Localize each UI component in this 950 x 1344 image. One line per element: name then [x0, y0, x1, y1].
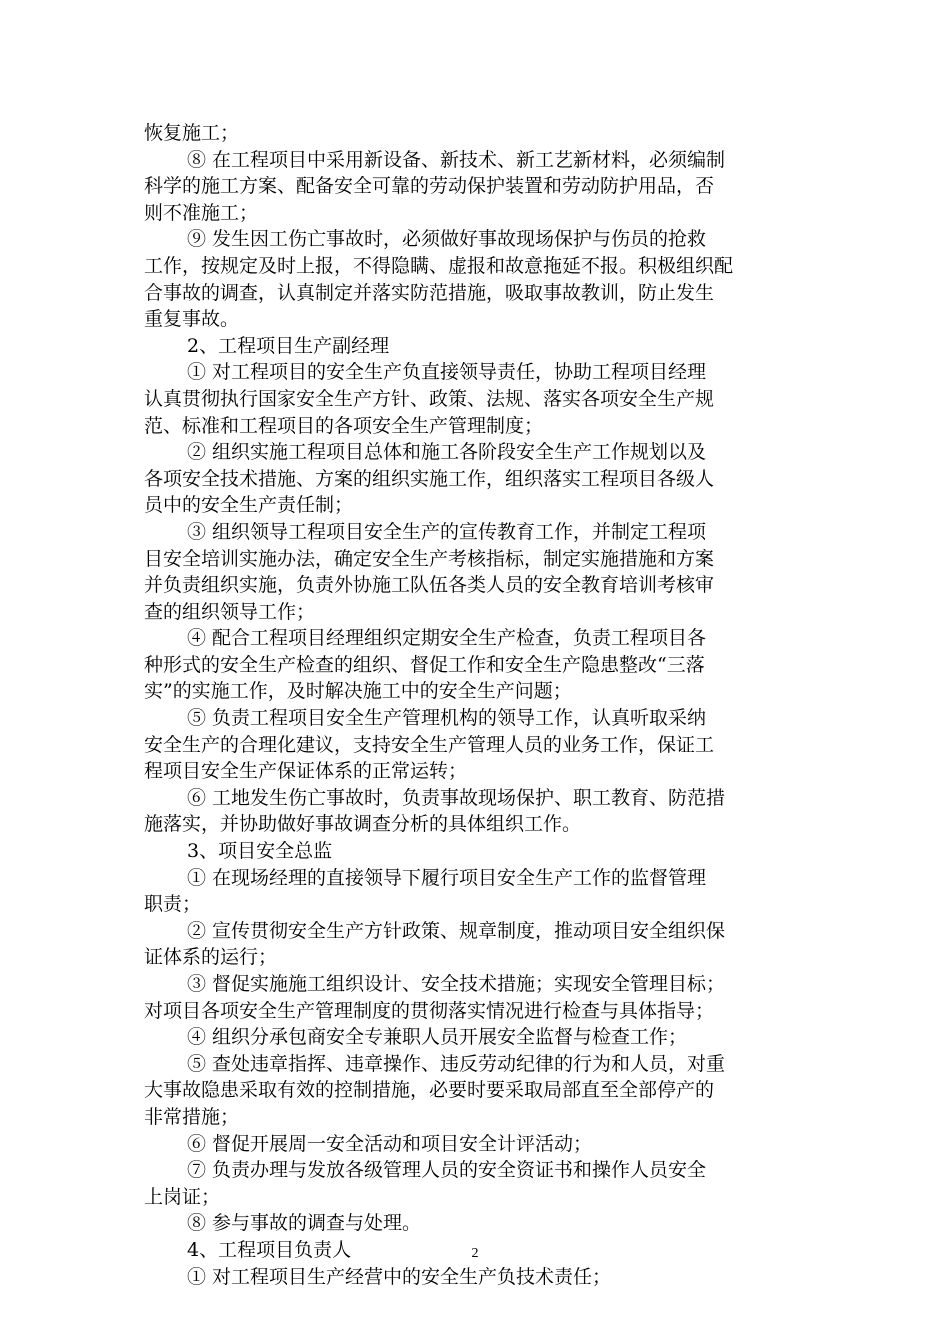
- page-number: 2: [471, 1246, 479, 1261]
- text-line: ⑥ 督促开展周一安全活动和项目安全计评活动；: [187, 1132, 593, 1155]
- text-line: 上岗证；: [144, 1185, 221, 1208]
- text-line: 4、工程项目负责人: [187, 1238, 352, 1261]
- text-line: 工作，按规定及时上报，不得隐瞒、虚报和故意拖延不报。积极组织配: [144, 254, 734, 277]
- text-line: 员中的安全生产责任制；: [144, 494, 354, 517]
- text-line: ② 宣传贯彻安全生产方针政策、规章制度，推动项目安全组织保: [187, 919, 726, 942]
- text-line: 2、工程项目生产副经理: [187, 334, 390, 357]
- text-line: ② 组织实施工程项目总体和施工各阶段安全生产工作规划以及: [187, 441, 707, 464]
- text-line: 重复事故。: [144, 308, 240, 331]
- text-line: 对项目各项安全生产管理制度的贯彻落实情况进行检查与具体指导；: [144, 999, 715, 1022]
- text-line: 合事故的调查，认真制定并落实防范措施，吸取事故教训，防止发生: [144, 281, 715, 304]
- text-line: 安全生产的合理化建议，支持安全生产管理人员的业务工作，保证工: [144, 733, 715, 756]
- text-line: ④ 配合工程项目经理组织定期安全生产检查，负责工程项目各: [187, 627, 707, 650]
- text-line: 实”的实施工作，及时解决施工中的安全生产问题；: [144, 680, 572, 703]
- text-line: 证体系的运行；: [144, 946, 278, 969]
- text-line: ③ 组织领导工程项目安全生产的宣传教育工作，并制定工程项: [187, 520, 707, 543]
- text-line: 认真贯彻执行国家安全生产方针、政策、法规、落实各项安全生产规: [144, 387, 715, 410]
- text-line: ⑧ 参与事故的调查与处理。: [187, 1212, 422, 1235]
- text-line: 查的组织领导工作；: [144, 600, 316, 623]
- text-line: 大事故隐患采取有效的控制措施，必要时要采取局部直至全部停产的: [144, 1079, 715, 1102]
- text-line: ⑦ 负责办理与发放各级管理人员的安全资证书和操作人员安全: [187, 1159, 707, 1182]
- text-line: ⑥ 工地发生伤亡事故时，负责事故现场保护、职工教育、防范措: [187, 786, 726, 809]
- text-line: 非常措施；: [144, 1105, 240, 1128]
- text-line: 职责；: [144, 893, 202, 916]
- text-line: 范、标准和工程项目的各项安全生产管理制度；: [144, 414, 544, 437]
- text-line: 程项目安全生产保证体系的正常运转；: [144, 760, 468, 783]
- text-line: 3、项目安全总监: [187, 840, 333, 863]
- text-line: 恢复施工；: [144, 122, 240, 144]
- text-line: ⑧ 在工程项目中采用新设备、新技术、新工艺新材料，必须编制: [187, 148, 726, 171]
- text-line: 目安全培训实施办法，确定安全生产考核指标，制定实施措施和方案: [144, 547, 715, 570]
- text-line: ④ 组织分承包商安全专兼职人员开展安全监督与检查工作；: [187, 1026, 688, 1049]
- text-line: ① 对工程项目生产经营中的安全生产负技术责任；: [187, 1265, 612, 1288]
- text-line: 则不准施工；: [144, 201, 259, 224]
- text-line: 种形式的安全生产检查的组织、督促工作和安全生产隐患整改“三落: [144, 653, 705, 676]
- text-line: ① 对工程项目的安全生产负直接领导责任，协助工程项目经理: [187, 361, 707, 384]
- text-line: 各项安全技术措施、方案的组织实施工作，组织落实工程项目各级人: [144, 467, 715, 490]
- text-line: ⑤ 查处违章指挥、违章操作、违反劳动纪律的行为和人员，对重: [187, 1052, 726, 1075]
- text-line: ① 在现场经理的直接领导下履行项目安全生产工作的监督管理: [187, 866, 707, 889]
- text-line: 并负责组织实施，负责外协施工队伍各类人员的安全教育培训考核审: [144, 574, 715, 597]
- document-body: [144, 120, 808, 1290]
- text-line: ⑨ 发生因工伤亡事故时，必须做好事故现场保护与伤员的抢救: [187, 228, 707, 251]
- text-line: 施落实，并协助做好事故调查分析的具体组织工作。: [144, 813, 582, 836]
- text-line: 科学的施工方案、配备安全可靠的劳动保护装置和劳动防护用品，否: [144, 175, 715, 198]
- text-line: ③ 督促实施施工组织设计、安全技术措施；实现安全管理目标；: [187, 973, 726, 995]
- text-line: ⑤ 负责工程项目安全生产管理机构的领导工作，认真听取采纳: [187, 707, 707, 730]
